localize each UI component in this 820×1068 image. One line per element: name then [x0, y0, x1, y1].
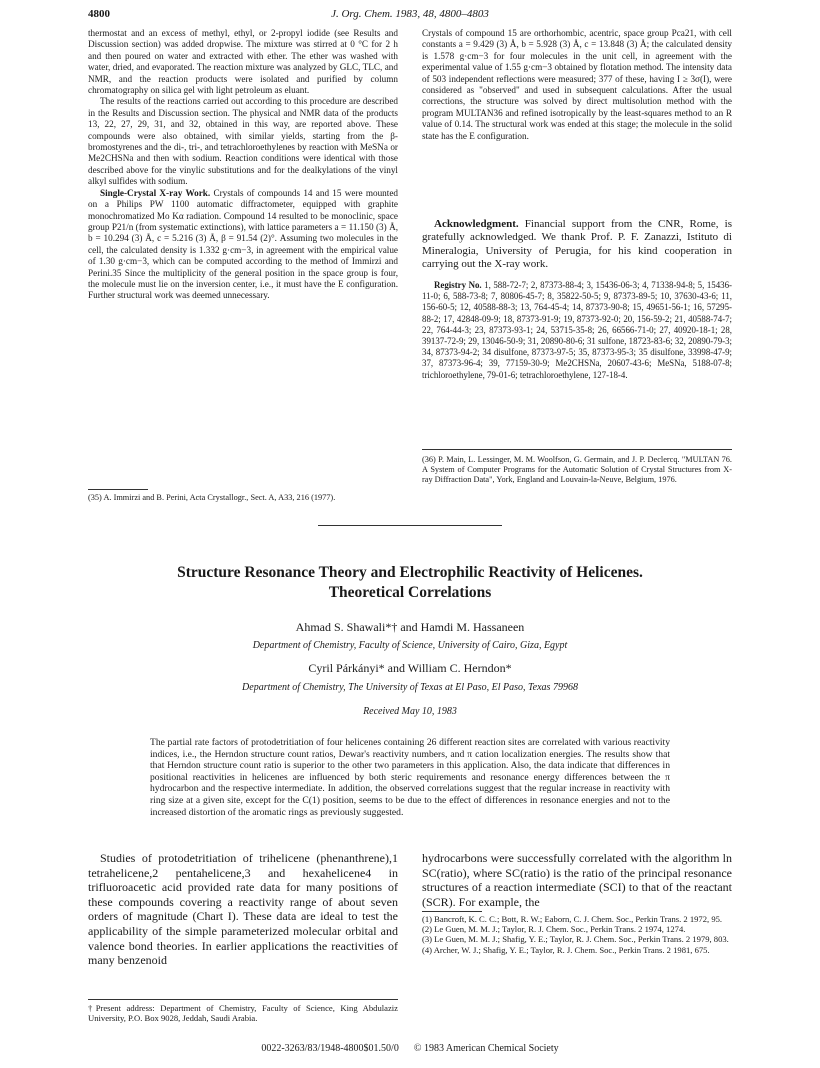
xray-paragraph	[88, 188, 398, 302]
footer-copyright: © 1983 American Chemical Society	[413, 1043, 559, 1054]
footnote-35: (35) A. Immirzi and B. Perini, Acta Crystallogr., Sect. A, A33, 216 (1977).	[88, 493, 336, 502]
page-number: 4800	[88, 8, 110, 20]
xray-text: Crystals of compounds 14 and 15 were mounted on a Philips PW 1100 automatic diffractometer, equipped with graphite monochromatized Mo Kα radiation. Compound 14 resulted to be monoclinic, space group P21/n (from systematic extinctions), with lattice parameters a = 11.150 (3) Å, b = 10.294 (3) Å, c = 5.216 (3) Å, β = 91.54 (2)°. Assuming two molecules in the cell, the calculated density is 1.332 g·cm−3, in agreement with the empirical value of 1.30 g·cm−3, which can be computed according to the method of Immirzi and Perini.35 Since the multiplicity of the general position in the space group is four, the molecule must lie on the inversion center, i.e., it must have the E configuration. Further structural work was deemed unnecessary.	[88, 187, 398, 301]
article-title	[0, 563, 820, 603]
authors-1: Ahmad S. Shawali*† and Hamdi M. Hassaneen	[295, 620, 525, 634]
right-paragraph-1: Crystals of compound 15 are orthorhombic, acentric, space group Pca21, with cell constants a = 9.429 (3) Å, b = 5.928 (3) Å, c = 13.848 (3) Å; the calculated density is 1.578 g·cm−3 for four molecules in the unit cell, in agreement with the experimental value of 1.55 g·cm−3 obtained by flotation method. The intensity data of 503 independent reflections were measured; 377 of these, having I ≥ 3σ(I), were considered as "observed" and used in subsequent calculations. After the usual corrections, the structure was solved by direct multisolution method with the program MULTAN36 and refined isotropically by the least-squares method to an R value of 0.14. The structural work was ended at this stage; the molecule in the solid state has the E configuration.	[422, 28, 732, 141]
intro-right-text: hydrocarbons were successfully correlated with the algorithm ln SC(ratio), where SC(ratio) is the ratio of the principal resonance structures of a reaction intermediate (SCI) to that of the reactant (SCR). For example, the	[422, 851, 732, 909]
title-line-2: Theoretical Correlations	[328, 584, 492, 601]
footnote-divider-left	[88, 489, 148, 490]
registry-text: 1, 588-72-7; 2, 87373-88-4; 3, 15436-06-3; 4, 71338-94-8; 5, 15436-11-0; 6, 588-73-8; 7, 80806-45-7; 8, 35822-50-5; 9, 87373-89-5; 10, 37630-43-6; 11, 156-60-5; 12, 40588-88-3; 13, 764-45-4; 14, 87373-90-8; 15, 49651-56-1; 16, 57295-88-2; 17, 42848-09-9; 18, 87373-91-9; 19, 87373-92-0; 20, 156-59-2; 21, 40588-74-7; 22, 764-44-3; 23, 87373-93-1; 24, 53715-35-8; 26, 66566-71-0; 27, 40920-18-1; 28, 39137-72-9; 29, 13046-50-9; 31, 20890-80-6; 31 sulfone, 18723-83-6; 32, 20890-79-3; 34, 87373-94-2; 34 disulfone, 87373-97-5; 35, 87373-95-3; 35 disulfone, 33998-47-9; 37, 87373-96-4; 39, 77159-30-9; Me2CHSNa, 20607-43-6; MeSNa, 5188-07-8; trichloroethylene, 79-01-6; tetrachloroethylene, 127-18-4.	[422, 280, 732, 380]
title-line-1: Structure Resonance Theory and Electrophilic Reactivity of Helicenes.	[177, 564, 643, 581]
abstract: The partial rate factors of protodetritiation of four helicenes containing 26 different reaction sites are correlated with various reactivity indices, i.e., the Herndon structure count ratios, Dewar's reactivity numbers, and π cation localization energies. The results show that that Herndon structure count ratio is superior to the other two parameters in this application. Also, the data indicate that differences in positional reactivities in helicenes are influenced by both steric requirements and resonance energy differences between the π hydrocarbon and the respective intermediate. In addition, the observed correlations suggest that the regular increase in reactivity with ring size at a given site, except for the C(1) position, seems to be due to the effect of differences in resonance energies and not to the increased distortion of the aromatic rings as previously suggested.	[150, 737, 670, 818]
left-paragraph-1: thermostat and an excess of methyl, ethyl, or 2-propyl iodide (see Results and Discussion section) was added dropwise. The mixture was stirred at 0 °C for 2 h and then poured on water and extracted with ether. The ether was washed with water, dried, and evaporated. The reaction mixture was analyzed by GLC, TLC, and NMR, and the reaction products were isolated and purified by column chromatography on silica gel with light petroleum as eluant.	[88, 28, 398, 96]
left-paragraph-2: The results of the reactions carried out according to this procedure are described in the Results and Discussion section. The physical and NMR data of the products 13, 22, 27, 29, 31, and 32, obtained in this way, are reported above. These compounds were also obtained, with similar yields, starting from the β-bromostyrenes and the di-, tri-, and tetrachloroethylenes by reaction with MeSNa or Me2CHSNa and then with sodium. Reaction conditions were identical with those described above for the vinylic substitutions and for the dealkylations of the vinyl alkyl sulfides with sodium.	[88, 96, 398, 187]
authors-2: Cyril Párkányi* and William C. Herndon*	[308, 661, 512, 675]
affiliation-2: Department of Chemistry, The University of Texas at El Paso, El Paso, Texas 79968	[242, 682, 578, 693]
intro-left	[88, 851, 398, 968]
footnote-divider-right	[422, 449, 732, 450]
registry-heading: Registry No.	[434, 280, 482, 290]
reference-2: (2) Le Guen, M. M. J.; Taylor, R. J. Chem. Soc., Perkin Trans. 2 1974, 1274.	[422, 924, 686, 935]
reference-4: (4) Archer, W. J.; Shafig, Y. E.; Taylor, R. J. Chem. Soc., Perkin Trans. 2 1981, 675.	[422, 944, 710, 955]
registry-numbers	[422, 280, 732, 381]
page-footer	[0, 1043, 820, 1054]
affiliation-1: Department of Chemistry, Faculty of Science, University of Cairo, Giza, Egypt	[252, 640, 568, 651]
right-column	[422, 28, 732, 142]
xray-heading: Single-Crystal X-ray Work.	[100, 187, 211, 198]
running-title: J. Org. Chem. 1983, 48, 4800–4803	[331, 8, 489, 20]
present-address-footnote: †Present address: Department of Chemistry, Faculty of Science, King Abdulaziz University, P.O. Box 9028, Jeddah, Saudi Arabia.	[88, 1003, 398, 1024]
ack-heading: Acknowledgment.	[434, 218, 519, 230]
present-address-divider	[88, 999, 398, 1000]
references	[422, 914, 732, 955]
left-column	[88, 28, 398, 302]
intro-right	[422, 851, 732, 909]
acknowledgment	[422, 218, 732, 272]
intro-left-text: Studies of protodetritiation of trihelicene (phenanthrene),1 tetrahelicene,2 pentahelicene,3 and hexahelicene4 in trifluoroacetic acid provided rate data for many positions of these compounds covering a reactivity range of about seven orders of magnitude (Chart I). These data are ideal to test the applicability of the simple parameterized molecular orbital and valence bond theories. In earlier applications the reactivities of many benzenoid	[88, 851, 398, 968]
footnote-36: (36) P. Main, L. Lessinger, M. M. Woolfson, G. Germain, and J. P. Declercq. "MULTAN 76. A System of Computer Programs for the Automatic Solution of Crystal Structures from X-ray Diffraction Data", York, England and Louvain-la-Neuve, Belgium, 1976.	[422, 455, 732, 485]
reference-1: (1) Bancroft, K. C. C.; Bott, R. W.; Eaborn, C. J. Chem. Soc., Perkin Trans. 2 1972, 95.	[422, 914, 723, 924]
footer-code: 0022-3263/83/1948-4800$01.50/0	[261, 1043, 399, 1054]
article-separator	[318, 525, 502, 526]
references-divider	[422, 911, 482, 912]
received-date: Received May 10, 1983	[363, 706, 457, 717]
ack-text: Financial support from the CNR, Rome, is gratefully acknowledged. We thank Prof. P. F. Zanazzi, Istituto di Mineralogia, University of Perugia, for his kind cooperation in carrying out the X-ray work.	[422, 218, 732, 271]
reference-3: (3) Le Guen, M. M. J.; Shafig, Y. E.; Taylor, R. J. Chem. Soc., Perkin Trans. 2 1979, 803.	[422, 934, 729, 945]
